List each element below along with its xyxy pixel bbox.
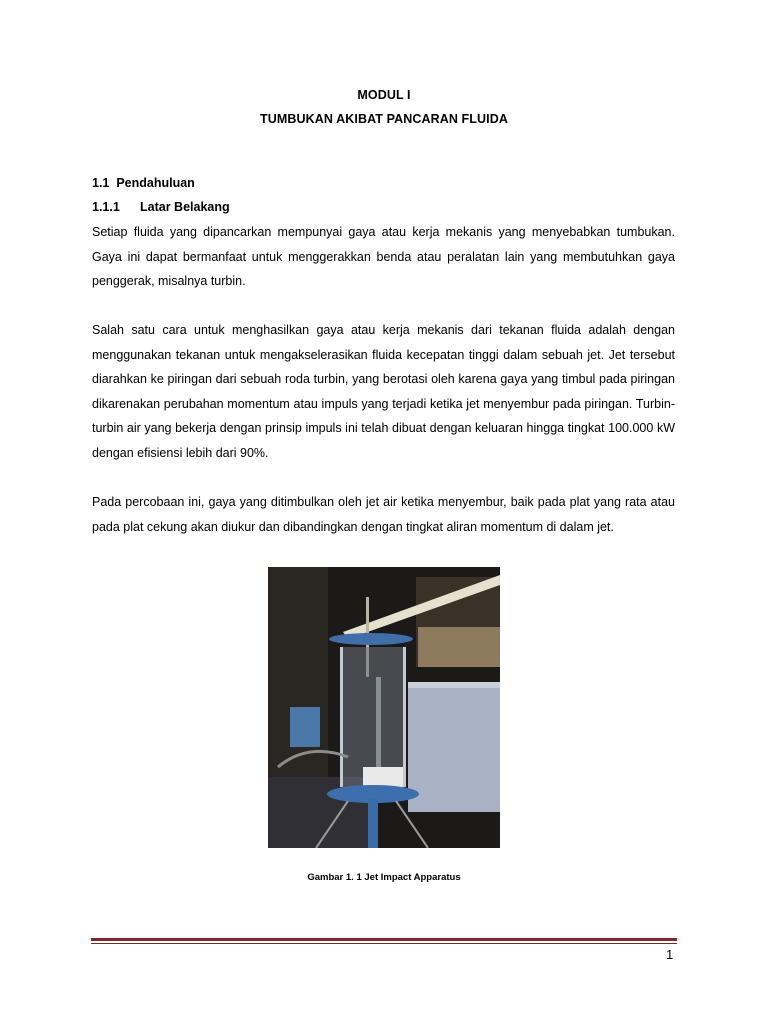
section-heading bbox=[92, 176, 195, 190]
figure-caption: Gambar 1. 1 Jet Impact Apparatus bbox=[307, 872, 461, 883]
footer-rule bbox=[91, 938, 677, 941]
document-title: TUMBUKAN AKIBAT PANCARAN FLUIDA bbox=[260, 112, 508, 126]
jet-impact-apparatus-photo bbox=[268, 567, 500, 848]
paragraph: Salah satu cara untuk menghasilkan gaya atau kerja mekanis dari tekanan fluida adalah dengan menggunakan tekanan untuk mengakselerasikan fluida kecepatan tinggi dalam sebuah jet. Jet tersebut diarahkan ke piringan dari sebuah roda turbin, yang berotasi oleh karena gaya yang timbul pada piringan dikarenakan perubahan momentum atau impuls yang terjadi ketika jet menyembur pada piringan. Turbin-turbin air yang bekerja dengan prinsip impuls ini telah dibuat dengan keluaran hingga tingkat 100.000 kW dengan efisiensi lebih dari 90%. bbox=[92, 323, 675, 460]
paragraph: Setiap fluida yang dipancarkan mempunyai gaya atau kerja mekanis yang menyebabkan tumbukan. Gaya ini dapat bermanfaat untuk menggerakkan benda atau peralatan lain yang membutuhkan gaya penggerak, misalnya turbin. bbox=[92, 225, 675, 288]
subsection-title: Latar Belakang bbox=[140, 200, 230, 214]
subsection-number: 1.1.1 bbox=[92, 200, 120, 214]
paragraph: Pada percobaan ini, gaya yang ditimbulkan oleh jet air ketika menyembur, baik pada plat yang rata atau pada plat cekung akan diukur dan dibandingkan dengan tingkat aliran momentum di dalam jet. bbox=[92, 495, 675, 534]
footer-rule-thin bbox=[91, 943, 677, 944]
subsection-heading bbox=[92, 200, 230, 214]
module-label: MODUL I bbox=[357, 88, 411, 102]
section-number: 1.1 bbox=[92, 176, 110, 190]
apparatus-illustration bbox=[268, 567, 500, 848]
section-title: Pendahuluan bbox=[116, 176, 195, 190]
page-number: 1 bbox=[666, 947, 674, 962]
